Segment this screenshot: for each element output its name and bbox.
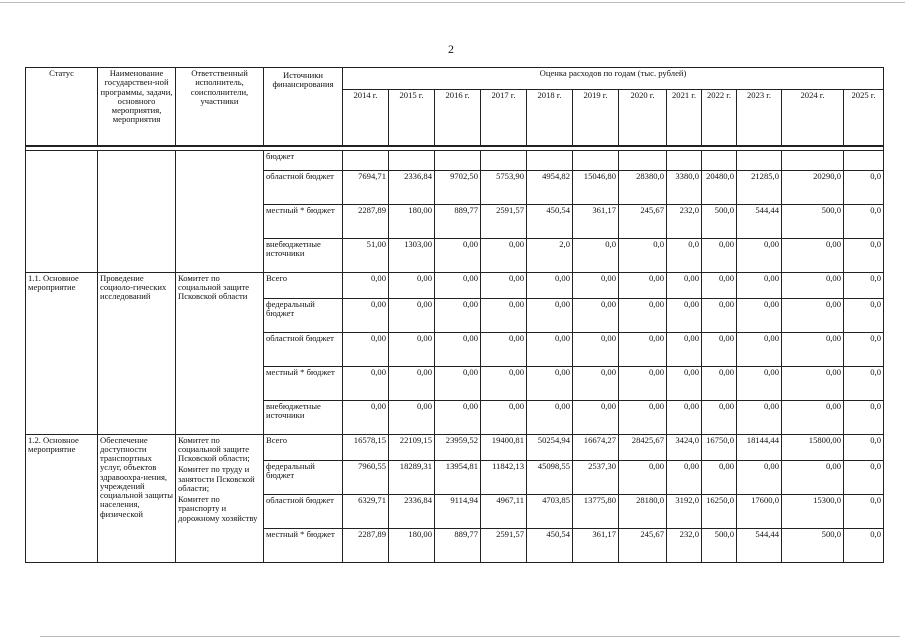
value-cell: 0,00 xyxy=(782,298,844,332)
source-cell: местный * бюджет xyxy=(264,366,343,400)
value-cell: 18144,44 xyxy=(737,434,782,460)
header-year: 2025 г. xyxy=(844,90,884,146)
scan-bottom-edge xyxy=(40,636,900,637)
source-cell: местный * бюджет xyxy=(264,204,343,238)
value-cell: 245,67 xyxy=(619,528,667,562)
value-cell: 0,00 xyxy=(389,298,435,332)
value-cell: 0,00 xyxy=(702,238,737,272)
header-year: 2024 г. xyxy=(782,90,844,146)
value-cell xyxy=(573,150,619,170)
value-cell xyxy=(844,150,884,170)
value-cell: 0,00 xyxy=(782,332,844,366)
value-cell: 0,00 xyxy=(737,298,782,332)
value-cell: 0,00 xyxy=(702,332,737,366)
value-cell: 6329,71 xyxy=(343,494,389,528)
value-cell: 3192,0 xyxy=(667,494,702,528)
source-cell: местный * бюджет xyxy=(264,528,343,562)
value-cell: 0,0 xyxy=(844,170,884,204)
value-cell: 0,00 xyxy=(619,332,667,366)
value-cell: 0,00 xyxy=(435,238,481,272)
value-cell: 9702,50 xyxy=(435,170,481,204)
table-row xyxy=(26,434,884,460)
value-cell: 20480,0 xyxy=(702,170,737,204)
value-cell: 22109,15 xyxy=(389,434,435,460)
value-cell: 0,00 xyxy=(343,272,389,298)
program-name-cell: Обеспечение доступности транспортных услуг, объектов здравоохра-нения, учреждений социальной защиты населения, физической xyxy=(98,434,176,562)
value-cell: 18289,31 xyxy=(389,460,435,494)
value-cell xyxy=(619,150,667,170)
value-cell xyxy=(435,150,481,170)
value-cell: 11842,13 xyxy=(481,460,527,494)
status-cell-empty xyxy=(26,150,98,272)
value-cell: 16750,0 xyxy=(702,434,737,460)
value-cell: 7694,71 xyxy=(343,170,389,204)
value-cell: 0,00 xyxy=(481,298,527,332)
value-cell: 0,00 xyxy=(782,272,844,298)
value-cell: 0,00 xyxy=(782,460,844,494)
value-cell: 0,00 xyxy=(702,272,737,298)
value-cell: 500,0 xyxy=(702,528,737,562)
value-cell: 889,77 xyxy=(435,528,481,562)
header-year: 2023 г. xyxy=(737,90,782,146)
value-cell: 2,0 xyxy=(527,238,573,272)
value-cell: 45098,55 xyxy=(527,460,573,494)
value-cell xyxy=(782,150,844,170)
value-cell: 245,67 xyxy=(619,204,667,238)
value-cell: 0,0 xyxy=(844,298,884,332)
value-cell: 28380,0 xyxy=(619,170,667,204)
value-cell: 15046,80 xyxy=(573,170,619,204)
value-cell: 0,00 xyxy=(667,366,702,400)
value-cell: 0,00 xyxy=(343,366,389,400)
value-cell: 0,00 xyxy=(481,238,527,272)
value-cell: 16250,0 xyxy=(702,494,737,528)
value-cell: 28425,67 xyxy=(619,434,667,460)
source-cell: областной бюджет xyxy=(264,170,343,204)
value-cell: 0,00 xyxy=(702,460,737,494)
value-cell: 0,00 xyxy=(737,332,782,366)
value-cell xyxy=(527,150,573,170)
value-cell: 0,00 xyxy=(737,366,782,400)
value-cell: 0,00 xyxy=(343,400,389,434)
value-cell: 0,00 xyxy=(667,298,702,332)
source-cell: областной бюджет xyxy=(264,332,343,366)
value-cell: 0,00 xyxy=(343,332,389,366)
source-cell: бюджет xyxy=(264,150,343,170)
header-year: 2014 г. xyxy=(343,90,389,146)
value-cell: 0,00 xyxy=(619,460,667,494)
value-cell: 0,00 xyxy=(481,366,527,400)
value-cell xyxy=(702,150,737,170)
value-cell: 0,00 xyxy=(702,400,737,434)
value-cell: 51,00 xyxy=(343,238,389,272)
value-cell: 2537,30 xyxy=(573,460,619,494)
value-cell: 17600,0 xyxy=(737,494,782,528)
value-cell: 0,0 xyxy=(844,272,884,298)
budget-table xyxy=(25,67,884,563)
value-cell: 180,00 xyxy=(389,204,435,238)
value-cell: 9114,94 xyxy=(435,494,481,528)
value-cell: 50254,94 xyxy=(527,434,573,460)
header-year: 2018 г. xyxy=(527,90,573,146)
value-cell: 0,00 xyxy=(527,400,573,434)
value-cell: 0,00 xyxy=(619,366,667,400)
page-number: 2 xyxy=(448,42,454,56)
value-cell: 0,00 xyxy=(527,332,573,366)
value-cell: 0,00 xyxy=(702,366,737,400)
value-cell: 0,0 xyxy=(667,238,702,272)
value-cell: 3380,0 xyxy=(667,170,702,204)
header-year: 2015 г. xyxy=(389,90,435,146)
value-cell: 0,00 xyxy=(782,238,844,272)
value-cell: 0,00 xyxy=(573,298,619,332)
header-responsible: Ответственный исполнитель, соисполнители, участники xyxy=(176,68,264,146)
value-cell: 0,00 xyxy=(481,272,527,298)
value-cell: 0,00 xyxy=(667,460,702,494)
value-cell: 0,0 xyxy=(844,494,884,528)
value-cell: 0,00 xyxy=(481,400,527,434)
value-cell: 0,00 xyxy=(527,272,573,298)
value-cell: 0,0 xyxy=(844,400,884,434)
value-cell: 361,17 xyxy=(573,204,619,238)
header-year: 2021 г. xyxy=(667,90,702,146)
value-cell: 500,0 xyxy=(782,204,844,238)
value-cell: 2336,84 xyxy=(389,170,435,204)
header-year: 2016 г. xyxy=(435,90,481,146)
status-cell: 1.2. Основное мероприятие xyxy=(26,434,98,562)
responsible-line: Комитет по труду и занятости Псковской области; xyxy=(178,464,255,493)
value-cell: 0,00 xyxy=(573,366,619,400)
value-cell: 0,00 xyxy=(619,400,667,434)
table-row xyxy=(26,272,884,298)
value-cell: 0,00 xyxy=(389,366,435,400)
responsible-cell xyxy=(176,434,264,562)
value-cell: 0,00 xyxy=(389,400,435,434)
status-cell: 1.1. Основное мероприятие xyxy=(26,272,98,434)
value-cell: 15800,00 xyxy=(782,434,844,460)
value-cell: 0,00 xyxy=(343,298,389,332)
value-cell xyxy=(343,150,389,170)
value-cell: 28180,0 xyxy=(619,494,667,528)
value-cell: 0,00 xyxy=(527,298,573,332)
value-cell: 4967,11 xyxy=(481,494,527,528)
value-cell: 13775,80 xyxy=(573,494,619,528)
header-year: 2022 г. xyxy=(702,90,737,146)
value-cell: 0,00 xyxy=(435,366,481,400)
value-cell: 3424,0 xyxy=(667,434,702,460)
value-cell: 0,0 xyxy=(844,238,884,272)
value-cell: 2591,57 xyxy=(481,528,527,562)
value-cell: 0,00 xyxy=(737,238,782,272)
value-cell xyxy=(481,150,527,170)
responsible-cell: Комитет по социальной защите Псковской области xyxy=(176,272,264,434)
value-cell: 0,00 xyxy=(527,366,573,400)
value-cell: 23959,52 xyxy=(435,434,481,460)
value-cell: 7960,55 xyxy=(343,460,389,494)
header-year: 2019 г. xyxy=(573,90,619,146)
value-cell xyxy=(667,150,702,170)
value-cell: 0,00 xyxy=(619,298,667,332)
value-cell: 0,00 xyxy=(667,272,702,298)
value-cell: 0,0 xyxy=(844,204,884,238)
source-cell: федеральный бюджет xyxy=(264,298,343,332)
header-year: 2017 г. xyxy=(481,90,527,146)
header-status: Статус xyxy=(26,68,98,146)
value-cell: 0,00 xyxy=(389,272,435,298)
value-cell: 500,0 xyxy=(702,204,737,238)
value-cell: 4703,85 xyxy=(527,494,573,528)
value-cell: 0,00 xyxy=(702,298,737,332)
value-cell: 2591,57 xyxy=(481,204,527,238)
value-cell: 0,0 xyxy=(844,434,884,460)
value-cell: 2287,89 xyxy=(343,528,389,562)
source-cell: областной бюджет xyxy=(264,494,343,528)
value-cell: 0,00 xyxy=(573,272,619,298)
value-cell: 21285,0 xyxy=(737,170,782,204)
header-sources: Источники финансирования xyxy=(264,68,343,146)
value-cell: 0,0 xyxy=(844,460,884,494)
value-cell: 0,00 xyxy=(667,400,702,434)
value-cell: 0,00 xyxy=(782,400,844,434)
value-cell: 0,00 xyxy=(389,332,435,366)
value-cell: 0,00 xyxy=(737,460,782,494)
value-cell: 0,00 xyxy=(573,332,619,366)
name-cell-empty xyxy=(98,150,176,272)
value-cell: 0,00 xyxy=(435,298,481,332)
value-cell: 544,44 xyxy=(737,528,782,562)
value-cell: 5753,90 xyxy=(481,170,527,204)
value-cell: 16674,27 xyxy=(573,434,619,460)
value-cell: 0,0 xyxy=(619,238,667,272)
value-cell: 544,44 xyxy=(737,204,782,238)
value-cell: 13954,81 xyxy=(435,460,481,494)
value-cell: 0,00 xyxy=(619,272,667,298)
value-cell: 19400,81 xyxy=(481,434,527,460)
value-cell xyxy=(737,150,782,170)
source-cell: федеральный бюджет xyxy=(264,460,343,494)
value-cell: 0,0 xyxy=(573,238,619,272)
source-cell: внебюджетные источники xyxy=(264,238,343,272)
value-cell: 361,17 xyxy=(573,528,619,562)
responsible-line: Комитет по транспорту и дорожному хозяйству xyxy=(178,494,258,523)
value-cell: 450,54 xyxy=(527,528,573,562)
value-cell: 0,00 xyxy=(573,400,619,434)
scan-top-edge xyxy=(0,2,905,3)
value-cell: 0,00 xyxy=(435,272,481,298)
header-program-name: Наименование государствен-ной программы, задачи, основного мероприятия, мероприятия xyxy=(98,68,176,146)
value-cell: 889,77 xyxy=(435,204,481,238)
value-cell: 0,00 xyxy=(782,366,844,400)
value-cell: 2336,84 xyxy=(389,494,435,528)
value-cell: 0,00 xyxy=(737,272,782,298)
value-cell: 0,00 xyxy=(481,332,527,366)
value-cell: 0,00 xyxy=(737,400,782,434)
program-name-cell: Проведение социоло-гических исследований xyxy=(98,272,176,434)
value-cell: 15300,0 xyxy=(782,494,844,528)
value-cell: 180,00 xyxy=(389,528,435,562)
value-cell: 4954,82 xyxy=(527,170,573,204)
value-cell: 0,00 xyxy=(435,332,481,366)
value-cell: 500,0 xyxy=(782,528,844,562)
responsible-cell-empty xyxy=(176,150,264,272)
responsible-line: Комитет по социальной защите Псковской области; xyxy=(178,434,250,464)
source-cell: Всего xyxy=(264,272,343,298)
source-cell: внебюджетные источники xyxy=(264,400,343,434)
value-cell: 232,0 xyxy=(667,204,702,238)
value-cell xyxy=(389,150,435,170)
value-cell: 0,0 xyxy=(844,332,884,366)
value-cell: 0,0 xyxy=(844,366,884,400)
value-cell: 232,0 xyxy=(667,528,702,562)
value-cell: 16578,15 xyxy=(343,434,389,460)
value-cell: 450,54 xyxy=(527,204,573,238)
value-cell: 0,00 xyxy=(435,400,481,434)
source-cell: Всего xyxy=(264,434,343,460)
value-cell: 2287,89 xyxy=(343,204,389,238)
table-row xyxy=(26,150,884,170)
header-estimate: Оценка расходов по годам (тыс. рублей) xyxy=(343,68,884,90)
value-cell: 0,0 xyxy=(844,528,884,562)
value-cell: 1303,00 xyxy=(389,238,435,272)
value-cell: 20290,0 xyxy=(782,170,844,204)
header-year: 2020 г. xyxy=(619,90,667,146)
value-cell: 0,00 xyxy=(667,332,702,366)
